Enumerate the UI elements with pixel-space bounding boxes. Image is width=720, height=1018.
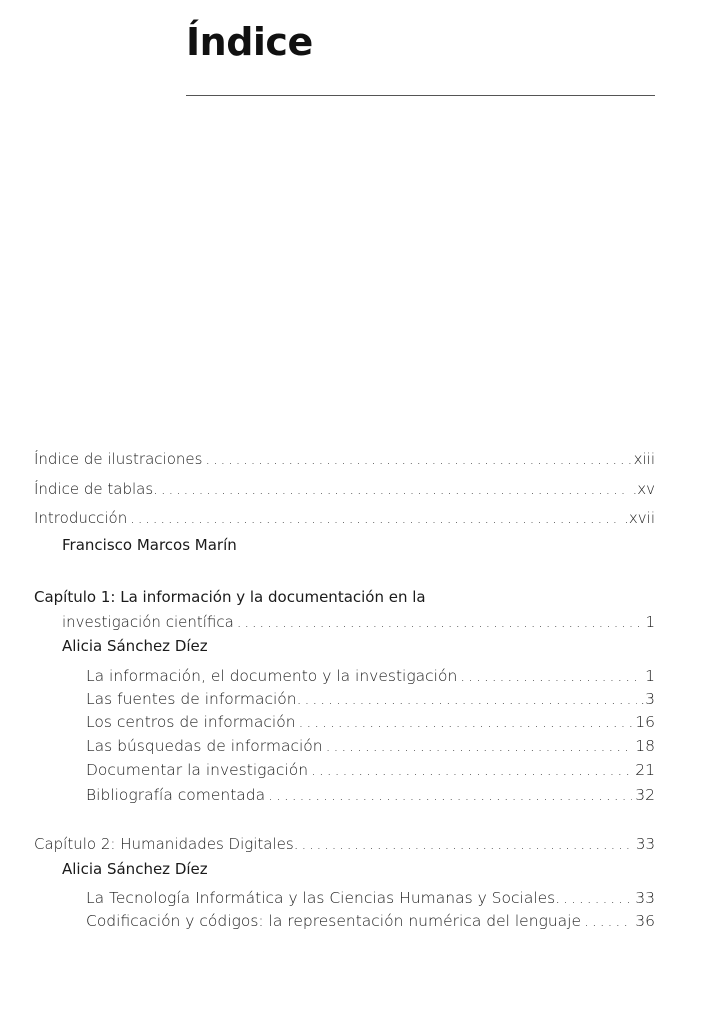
toc-entry-page: 32 bbox=[635, 786, 655, 804]
toc-entry-page: 1 bbox=[645, 613, 655, 631]
leader-dots bbox=[311, 761, 632, 779]
chapter2-section[interactable] bbox=[86, 889, 655, 907]
toc-entry-page: 33 bbox=[635, 889, 655, 907]
toc-entry-page: 21 bbox=[635, 761, 655, 779]
toc-entry-text: Capítulo 2: Humanidades Digitales. bbox=[34, 835, 299, 853]
leader-dots bbox=[460, 667, 642, 685]
chapter1-section[interactable] bbox=[86, 690, 655, 708]
leader-dots bbox=[161, 480, 630, 498]
toc-entry-text: La información, el documento y la investigación bbox=[86, 667, 458, 685]
toc-entry-text: Los centros de información bbox=[86, 713, 296, 731]
toc-entry-page: 36 bbox=[635, 912, 655, 930]
leader-dots bbox=[237, 613, 643, 631]
toc-entry-page: 1 bbox=[645, 667, 655, 685]
chapter2-author: Alicia Sánchez Díez bbox=[62, 860, 208, 878]
leader-dots bbox=[584, 912, 632, 930]
toc-entry-page: 16 bbox=[635, 713, 655, 731]
toc-entry-tablas[interactable] bbox=[34, 480, 655, 498]
leader-dots bbox=[130, 509, 621, 527]
toc-entry-text: Las fuentes de información. bbox=[86, 690, 302, 708]
toc-entry-ilustraciones[interactable] bbox=[34, 450, 655, 468]
toc-entry-introduccion[interactable] bbox=[34, 509, 655, 527]
intro-author: Francisco Marcos Marín bbox=[62, 536, 237, 554]
leader-dots bbox=[299, 713, 633, 731]
page-title: Índice bbox=[186, 20, 313, 64]
leader-dots bbox=[563, 889, 632, 907]
toc-entry-text: Documentar la investigación bbox=[86, 761, 309, 779]
toc-entry-page: 18 bbox=[635, 737, 655, 755]
toc-entry-page: 33 bbox=[635, 835, 655, 853]
toc-entry-page: .xvii bbox=[624, 509, 655, 527]
toc-entry-text: Introducción bbox=[34, 509, 128, 527]
chapter1-section[interactable] bbox=[86, 713, 655, 731]
chapter1-section[interactable] bbox=[86, 667, 655, 685]
leader-dots bbox=[268, 786, 632, 804]
toc-entry-text: La Tecnología Informática y las Ciencias Humanas y Sociales. bbox=[86, 889, 561, 907]
chapter1-section[interactable] bbox=[86, 761, 655, 779]
chapter2-title[interactable] bbox=[34, 835, 655, 853]
toc-entry-text: Índice de tablas. bbox=[34, 480, 158, 498]
toc-entry-text: Índice de ilustraciones bbox=[34, 450, 203, 468]
leader-dots bbox=[326, 737, 633, 755]
toc-entry-text: investigación científica bbox=[62, 613, 234, 631]
leader-dots bbox=[305, 690, 638, 708]
toc-entry-page: xiii bbox=[633, 450, 655, 468]
toc-entry-page: .3 bbox=[640, 690, 655, 708]
leader-dots bbox=[205, 450, 630, 468]
toc-entry-page: .xv bbox=[632, 480, 655, 498]
chapter1-title-continued[interactable] bbox=[62, 613, 655, 631]
chapter1-author: Alicia Sánchez Díez bbox=[62, 637, 208, 655]
toc-entry-text: Bibliografía comentada bbox=[86, 786, 266, 804]
leader-dots bbox=[301, 835, 632, 853]
chapter1-title[interactable]: Capítulo 1: La información y la documentación en la bbox=[34, 588, 426, 606]
toc-entry-text: Las búsquedas de información bbox=[86, 737, 323, 755]
chapter1-section[interactable] bbox=[86, 786, 655, 804]
toc-entry-text: Codificación y códigos: la representación numérica del lenguaje bbox=[86, 912, 581, 930]
chapter2-section[interactable] bbox=[86, 912, 655, 930]
chapter1-section[interactable] bbox=[86, 737, 655, 755]
